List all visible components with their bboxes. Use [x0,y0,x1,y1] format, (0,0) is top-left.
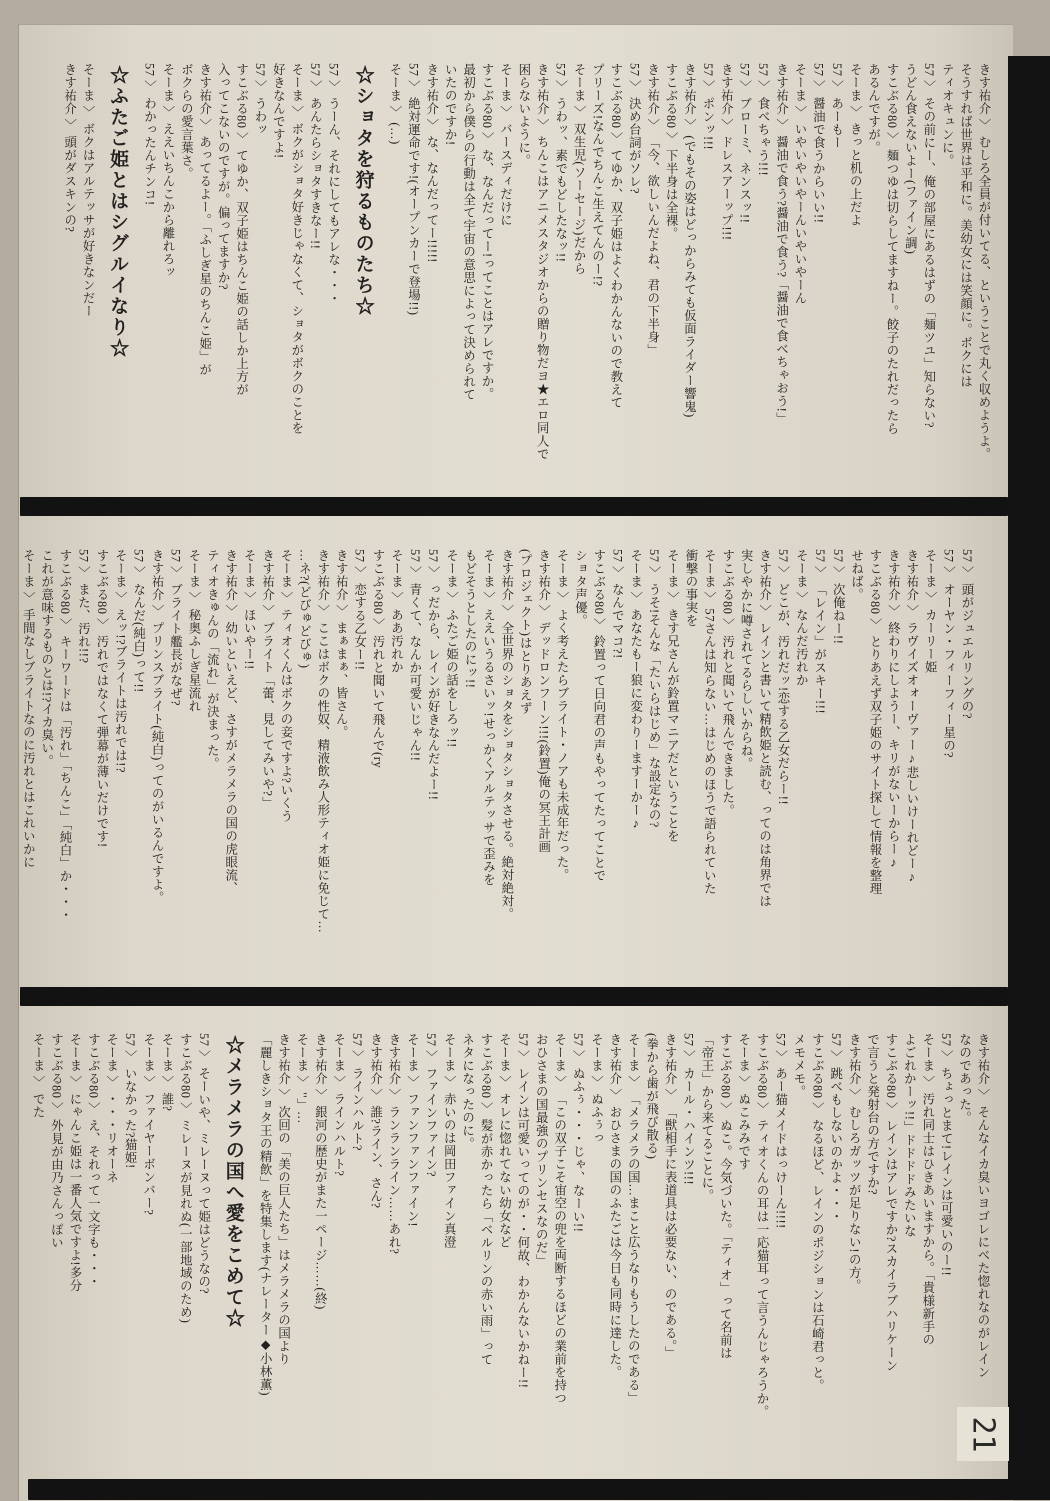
text-column: 57 〉 ファインファイン? [423,1033,438,1178]
text-column: 57 〉 あんたらショタすきなー!! [308,63,323,250]
text-column: きす祐介 〉 むしろ全員が付いてる、ということで丸く収めようよ。 [977,63,991,461]
text-column: 57 〉 青くて、なんか可愛いじゃん!! [407,549,422,762]
text-column: 「麗しきショタ王の精飲」を特集します(ナレーター◆小林薫) [258,1033,273,1397]
text-column: きす祐介 〉 おひさまの国のふたごは今日も同時に達した。 [607,1033,622,1379]
text-column: そーま 〉 「メラメラの国…まこと広うなりもうしたのである」 [626,1033,641,1405]
text-column: そーま 〉 ラインハルト? [331,1033,346,1177]
text-column: すこぶる80 〉 汚れと聞いて飛んで(ry [371,549,385,769]
section-heading: ☆ふたご姫とはシグルイなり☆ [107,65,129,359]
text-column: 57 〉 うわッ、素でもどしたなッ!! [553,63,568,263]
text-column: ショタ声優。 [573,549,588,627]
text-column: そーま 〉 ファンファンファイン! [405,1033,420,1228]
text-column: 57 〉 オーヤン・フィーフィー星の? [941,549,956,759]
text-column: 57 〉 ちょっとまて!レインは可愛いのー!! [939,1033,954,1277]
text-column: 57 〉 わかったんチンコ! [142,63,157,206]
text-column: すこぶる80 〉 え、それって一文字も・・・ [86,1033,101,1288]
text-column: きす祐介 〉 「今、欲しいんだよね、君の下半身」 [645,63,660,357]
text-column: 57 〉 食べちゃう!!! [756,63,771,177]
divider-bar [28,1479,1050,1500]
text-column: うどん食えないよー(ファイン調) [903,63,918,255]
text-column: そーま 〉 「この双子こそ宙空の兜を両断するほどの業前を持つ [552,1033,567,1405]
text-column: きす祐介 〉 幼いといえど、さすがメラメラの国の虎眼流、 [223,549,238,895]
text-column: すこぶる80 〉 てゆか、双子姫はちんこ姫の話しか上方が [234,63,249,396]
text-column: すこぶる80 〉 てゆか、双子姫はよくわかんないので教えて [608,63,623,409]
text-column: きす祐介 〉 終わりにしようー、キリがないーからー♪ [886,549,901,870]
text-column: そうすれば世界は平和に。美幼女には笑顔に。ボクには [958,63,973,388]
text-column: せねば。 [849,549,864,601]
text-column: 57 〉 そーいや、ミレーヌって姫はどうなの? [196,1033,211,1295]
text-column: きす祐介 〉 誰?ライン、さん? [368,1033,383,1209]
text-column: きす祐介 〉 頭がダスキンの? [62,63,77,233]
text-column: 実しやかに噂されてるらしいからね。 [739,549,754,770]
text-column: きす祐介 〉 (でもその姿はどっからみても仮面ライダー響鬼) [682,63,697,418]
text-column: いたのですか! [443,63,458,146]
scan-shadow-right [1008,56,1050,1500]
text-column: そーま 〉 えッ!?ブライトは汚れでは!? [113,549,128,774]
text-column: 衝撃の事実を [683,549,698,627]
text-column: 「帝王」から来てることに。 [699,1033,714,1202]
text-column: もどそうとしたのにッ!! [463,549,478,689]
text-column: そーま 〉 57さんは知らない…はじめのほうで語られていた [702,549,717,895]
text-column: (拳から歯が飛び散る) [644,1033,659,1160]
text-column: おひさまの国最強のプリンセスなのだ」 [534,1033,549,1267]
text-column: 好きなんですよ! [271,63,286,159]
text-column: そーま 〉 ふたご姫の話をしろッ!! [444,549,459,748]
divider-bar [20,497,1008,516]
text-column: そーま 〉 汚れ同士はひきあいますから。「貴様新手の [920,1033,935,1347]
text-column: すこぶる80 〉 キーワードは「汚れ」「ちんこ」「純白」か・・・ [58,549,73,922]
text-column: そーま 〉 赤いのは岡田ファイン真澄 [442,1033,457,1249]
text-column: …ネ?(どびゅどびゅ) [297,549,312,669]
text-column: メモメモ。 [791,1033,806,1098]
section-heading: ☆ショタを狩るものたち☆ [352,65,374,317]
text-column: これが意味するものとは!?イカ臭い。 [39,549,54,768]
text-column: そーま 〉 ああ汚れか [389,549,404,674]
text-column: 57 〉 ポンッ!!! [700,63,715,151]
text-column: すこぶる80 〉 汚れと聞いて飛んできました。 [720,549,735,817]
text-column: きす祐介 〉 デッドロンフーン!!!(鈴置)俺の冥王計画 [536,549,551,854]
text-column: そーま 〉 オレに惚れてない幼女など [497,1033,512,1249]
text-column: 57 〉 恋する乙女ー!! [352,549,367,671]
text-column: きす祐介 〉 レインと書いて精飲姫と読む、ってのは角界では [757,549,772,908]
text-column: すこぶる80 〉 なるほど、レインのポジションは石崎君っと。 [810,1033,825,1392]
text-column: そーま 〉 バースディだけに [498,63,513,227]
text-column: 57 〉 いなかった?猫姫! [123,1033,138,1169]
text-column: きす祐介 〉 全世界のショタをショタショタさせる。絶対絶対。 [499,549,514,921]
text-section-top [30,63,993,491]
text-column: そーま 〉 ぬふぅっ [589,1033,604,1145]
text-column: 57 〉 ブローミ、ネンスッ!! [737,63,752,224]
text-column: そーま 〉 ''」… [294,1033,309,1125]
text-column: 57 〉 ブライト艦長がなぜ? [168,549,183,707]
text-column: 57 〉 うそ!そんな「たいらはじめ」な設定なの? [647,549,662,828]
text-column: そーま 〉 にゃんこ姫は一番人気ですよ!多分 [67,1033,82,1293]
text-column: そーま 〉 ファイヤーボンバー? [141,1033,156,1216]
text-column: そーま 〉 ティオくんはボクの妾ですよ?いくう [278,549,293,823]
text-column: そーま 〉 誰? [159,1033,174,1112]
text-column: ネタになったのに。 [460,1033,475,1150]
text-column: すこぶる80 〉 髪が赤かったら「ベルリンの赤い雨」って [479,1033,494,1366]
text-column: すこぶる80 〉 な、なんだってー!ってことはアレですか。 [480,63,495,401]
text-column: 57 〉 ラインハルト? [350,1033,365,1152]
text-column: すこぶる80 〉 下半身は全裸。 [664,63,679,240]
text-column: 57 〉 「レイン」がスキー!!! [812,549,827,715]
text-column: そーま 〉 よく考えたらブライト・ノアも未成年だった。 [555,549,570,882]
text-column: ボクらの愛言葉さ。 [179,63,194,180]
text-column: そーま 〉 ええいちんこから離れろッ [160,63,175,279]
text-column: すこぶる80 〉 鈴置って日向君の声もやってたってことで [591,549,606,882]
text-column: そーま 〉 でた [31,1033,46,1119]
text-column: 57 〉 どこが、汚れだッ!恋する乙女だらー!! [775,549,790,806]
text-column: あるんですが。 [866,63,881,154]
text-column: 57 〉 跳べもしないのかよ・・・ [828,1033,843,1223]
text-column: そーま 〉 ボクがショタ好きじゃなくて、ショタがボクのことを [289,63,304,435]
text-column: そーま 〉 ・・・リオーネ [104,1033,119,1184]
text-column: きす祐介 〉 ここはボクの性奴、精液飲み人形ティオ姫に免じて… [315,549,330,934]
text-column: そーま 〉 きっと机の上だよ [848,63,863,227]
page-number: 21 [965,1415,1001,1453]
text-column: すこぶる80 〉 外見が由乃さんっぽい [49,1033,64,1249]
text-column: 57 〉 ぬふぅ・・・じゃ、なーい!! [571,1033,586,1233]
text-column: 57 〉 次俺ねー!! [831,549,846,645]
text-column: そーま 〉 秘奥ふしぎ星流れ [186,549,201,713]
section-heading: ☆メラメラの国へ愛をこめて☆ [222,1035,244,1329]
text-column: きす祐介 〉 「獣相手に表道具は必要ない、のである。」 [663,1033,678,1360]
text-column: そーま 〉 ボクはアルテッサが好きなンだー [81,63,96,318]
text-column: そーま 〉 カーリー姫 [923,549,938,674]
text-column: きす祐介 〉 ランランライン……あれ? [387,1033,401,1255]
text-column: すこぶる80 〉 ミレーヌが見れぬ(一部地域のため) [178,1033,193,1324]
text-column: 57 〉 絶対運命です!(オープンカーで登場!!) [406,63,421,316]
text-column: きす祐介 〉 ラヴイズオォーヴァー♪悲しいけーれどー♪ [904,549,919,885]
text-column: ティオキュンに。 [940,63,955,167]
text-column: 57 〉 なんでマコ?! [610,549,625,659]
text-column: 57 〉 っだから、レインが好きなんだよー!! [426,549,441,801]
text-column: そーま 〉 ぬこみみです [736,1033,751,1171]
text-column: 57 〉 頭がジュエルリングの? [960,549,974,720]
text-column: きす祐介 〉 プリンスブライト(純白)ってのがいるんですよ。 [150,549,165,904]
text-column: すこぶる80 〉 レインはアレですか?スカイラブハリケーン [883,1033,898,1373]
text-column: 57 〉 あーもー [829,63,844,149]
text-column: そーま 〉 手間なしブライトなのに汚れとはこれいかに [21,549,36,869]
text-section-bottom [30,1033,992,1473]
text-column: すこぶる80 〉 ティオくんの耳は一応猫耳って言うんじゃろうか。 [755,1033,770,1418]
text-column: 57 〉 あー猫メイドはっけーん!!!! [773,1033,788,1229]
text-column: そーま 〉 きす兄さんが鈴置マニアだということを [665,549,680,843]
text-column: 困らないように。 [516,63,531,167]
text-column: きす祐介 〉 むしろガッツが足りない!の方。 [847,1033,862,1293]
text-column: きす祐介 〉 あってるよー。「ふしぎ星のちんこ姫」が [197,63,212,377]
text-column: 57 〉 決め台詞がソレ? [627,63,642,195]
text-column: プリーズ!なんでちんこ生えてんのー!? [590,63,605,287]
text-column: きす祐介 〉 ブライト「蕾、見してみいや?」 [260,549,275,810]
text-column: きす祐介 〉 そんなイカ臭いヨゴレにべた惚れなのがレイン [976,1033,990,1379]
text-column: そーま 〉 なんだ汚れか [794,549,809,687]
text-column: すこぶる80 〉 ぬこ。今気づいた。「ティオ」って名前は [718,1033,733,1360]
text-column: で言うと発射台の方ですか? [865,1033,880,1196]
text-column: そーま 〉 (…) [388,63,402,145]
text-column: よごれかーッ!!」ドドドドみたいな [902,1033,917,1238]
text-column: そーま 〉 ええいうるさいッ!せっかくアルテッサで歪みを [481,549,496,887]
text-column: そーま 〉 双生児(ソーセージ)だから [572,63,587,275]
text-column: そーま 〉 ほいやー!! [242,549,257,670]
text-column: きす祐介 〉 ちんこはアニメスタジオからの贈り物だヨ★エロ同人で [535,63,550,461]
text-column: 57 〉 醤油で食うからいい!! [811,63,826,224]
text-column: 57 〉 カール・ハインツ!!! [681,1033,696,1186]
text-column: きす祐介 〉 銀河の歴史がまた一ページ……(終) [313,1033,328,1310]
text-section-middle [21,549,976,981]
text-column: 57 〉 うわッ [252,63,267,136]
text-column: 最初から僕らの行動は全て宇宙の意思によって決められて [461,63,476,401]
text-column: 入ってこないのですが。偏ってますか? [216,63,231,291]
text-column: (プロジェクト)はとりあえず [518,549,533,715]
text-column: 57 〉 レインは可愛いってのが・・何故、わかんないかねー!! [515,1033,530,1389]
text-column: きす祐介 〉 醤油で食う?醤油で食う?「醤油で食べちゃおう!」 [774,63,789,426]
text-column: なのであった。 [957,1033,972,1124]
text-column: きす祐介 〉 まぁまぁ、皆さん。 [334,549,349,739]
text-column: 57 〉 また、汚れ!!? [76,549,91,664]
page-number-box [957,1407,1009,1461]
divider-bar [20,987,1008,1006]
text-column: すこぶる80 〉 麺つゆは切らしてますねー。餃子のたれだったら [884,63,899,435]
text-column: きす祐介 〉 ドレスアーップ!!! [719,63,734,241]
text-column: すこぶる80 〉 とりあえず双子姫のサイト探して情報を整理 [867,549,882,895]
text-column: 57 〉 なんだ(純白)って!! [131,549,146,693]
text-column: すこぶる80 〉 汚れではなくて弾幕が薄いだけです! [94,549,109,848]
text-column: ティオきゅんの「流れ」が決まった。 [205,549,220,770]
text-column: 57 〉 その前にー、俺の部屋にあるはずの「麺ツユ」知らない? [921,63,936,429]
text-column: そーま 〉 いやいやいやーんいやいやーん [792,63,807,305]
text-column: 57 〉 うーん、それにしてもアレな・・・ [326,63,341,305]
text-column: きす祐介 〉 な、なんだってー!!!!! [424,63,439,264]
text-column: そーま 〉 あなたもー狼に変わりーますーかー♪ [628,549,643,831]
text-column: きす祐介 〉 次回の「美の巨人たち」はメラメラの国より [276,1033,291,1366]
